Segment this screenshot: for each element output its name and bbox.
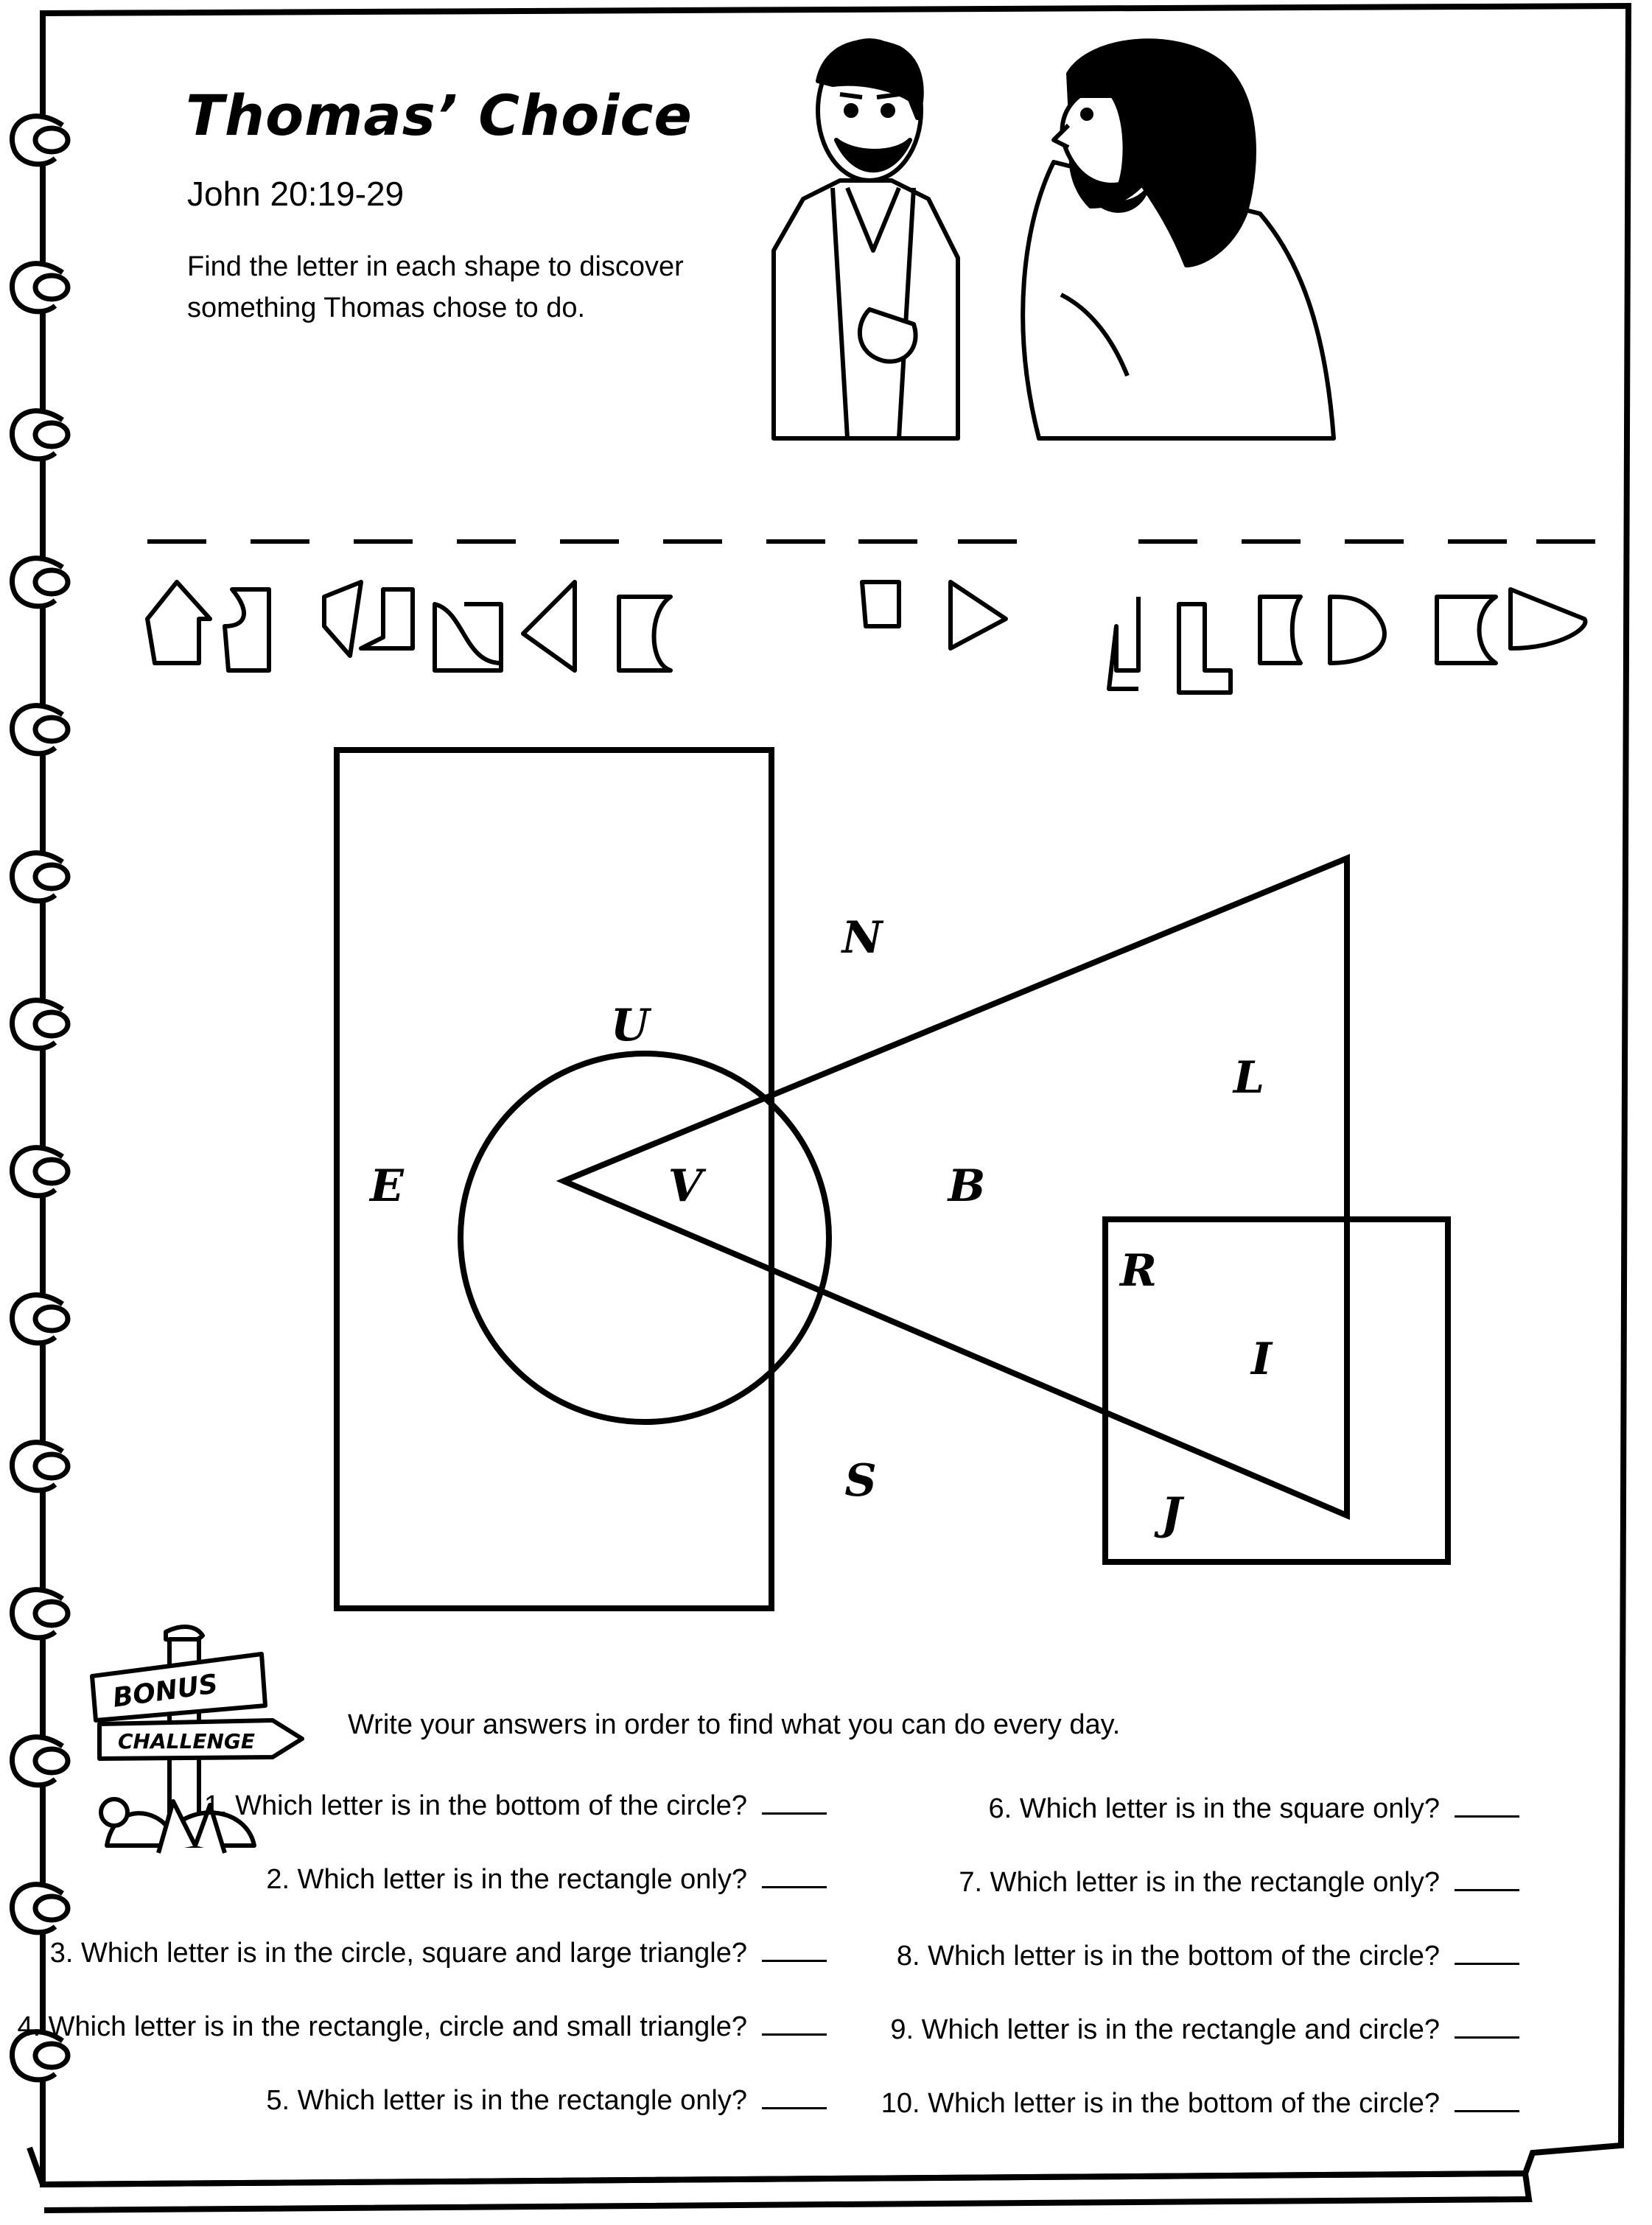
bonus-question-7: 7. Which letter is in the rectangle only?	[959, 1865, 1519, 1899]
venn-letter-v: V	[668, 1160, 703, 1212]
bonus-question-4: 4. Which letter is in the rectangle, circle and small triangle?	[17, 2010, 827, 2043]
bonus-question-1: 1. Which letter is in the bottom of the circle?	[204, 1789, 827, 1822]
answer-line[interactable]	[1455, 1939, 1519, 1965]
venn-letter-s: S	[844, 1455, 877, 1507]
answer-line[interactable]	[1455, 1865, 1519, 1891]
answer-line[interactable]	[1455, 2086, 1519, 2112]
bonus-question-5: 5. Which letter is in the rectangle only?	[266, 2084, 827, 2117]
bonus-question-6: 6. Which letter is in the square only?	[988, 1792, 1519, 1825]
venn-letter-u: U	[610, 1000, 650, 1051]
worksheet-title: Thomas’ Choice	[186, 83, 693, 148]
scripture-reference: John 20:19-29	[187, 175, 405, 213]
bonus-intro: Write your answers in order to find what you can do every day.	[348, 1709, 1121, 1740]
bonus-question-8: 8. Which letter is in the bottom of the circle?	[897, 1939, 1519, 1972]
bonus-sign-bottom: CHALLENGE	[117, 1729, 256, 1753]
bonus-challenge-signpost	[85, 1625, 321, 1860]
answer-line[interactable]	[762, 1789, 827, 1815]
venn-letter-l: L	[1233, 1052, 1265, 1104]
instructions-text: Find the letter in each shape to discover something Thomas chose to do.	[187, 251, 684, 323]
answer-line[interactable]	[762, 1863, 827, 1888]
venn-letter-j: J	[1161, 1488, 1183, 1540]
bonus-question-9: 9. Which letter is in the rectangle and circle?	[890, 2013, 1519, 2046]
bonus-question-3: 3. Which letter is in the circle, square and large triangle?	[50, 1936, 827, 1969]
venn-letter-b: B	[948, 1160, 986, 1212]
venn-letter-e: E	[370, 1160, 404, 1212]
answer-line[interactable]	[1455, 1792, 1519, 1818]
bonus-sign-top: BONUS	[111, 1669, 220, 1714]
bonus-question-2: 2. Which letter is in the rectangle only?	[266, 1863, 827, 1896]
bonus-question-10: 10. Which letter is in the bottom of the circle?	[881, 2086, 1519, 2120]
answer-line[interactable]	[762, 2010, 827, 2036]
venn-letter-r: R	[1120, 1245, 1157, 1297]
venn-letter-n: N	[841, 912, 883, 964]
answer-line[interactable]	[762, 2084, 827, 2109]
answer-line[interactable]	[762, 1936, 827, 1962]
venn-letter-i: I	[1250, 1334, 1273, 1385]
answer-line[interactable]	[1455, 2013, 1519, 2039]
